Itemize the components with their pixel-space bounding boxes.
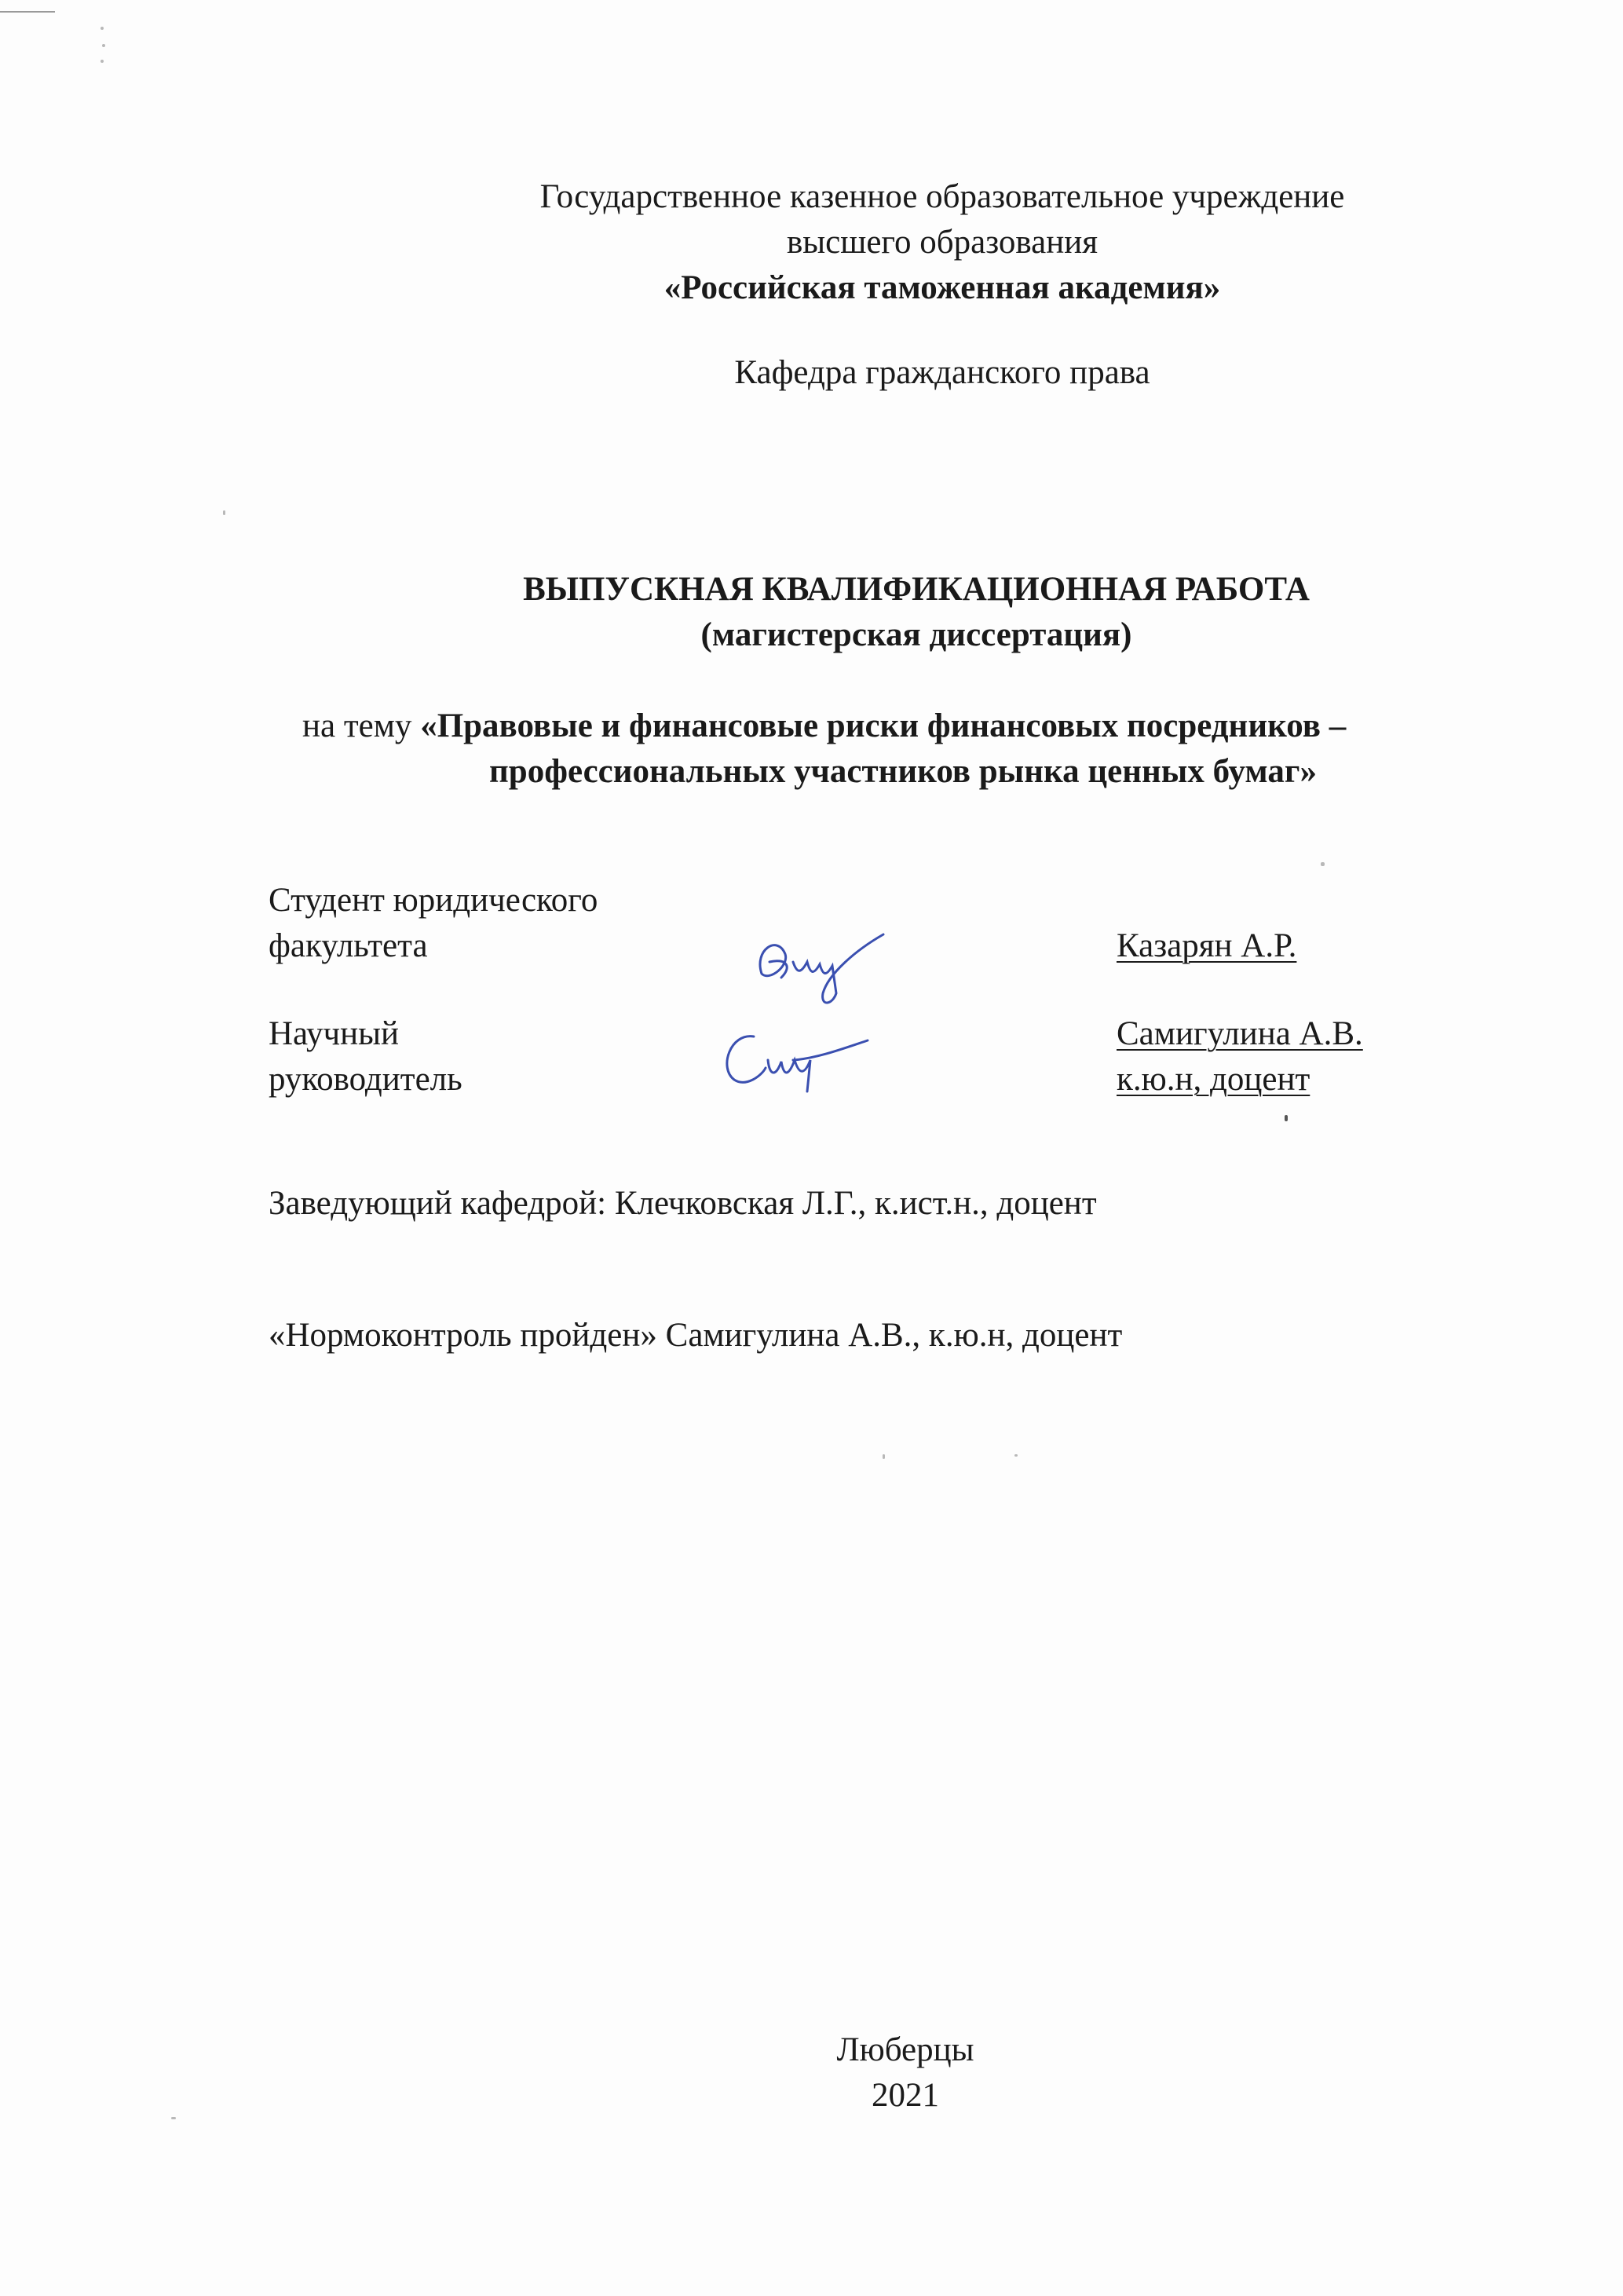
student-name: Казарян А.Р. [1117,927,1297,964]
city: Люберцы [836,2031,974,2068]
advisor-label-line1: Научный [269,1015,399,1052]
institution-line2: высшего образования [786,224,1098,261]
topic-line2: профессиональных участников рынка ценных бумаг» [489,753,1317,790]
scan-speck [223,510,225,515]
advisor-degree: к.ю.н, доцент [1117,1061,1310,1098]
scan-speck [101,27,104,30]
scan-speck [1014,1454,1018,1457]
scan-speck [102,44,105,47]
head-of-department: Заведующий кафедрой: Клечковская Л.Г., к.ист.н., доцент [269,1185,1097,1222]
student-label-line1: Студент юридического [269,882,598,919]
student-label-line2: факультета [269,927,428,964]
advisor-name: Самигулина А.В. [1117,1015,1363,1052]
department-name: Кафедра гражданского права [734,354,1150,391]
scan-speck [171,2117,176,2119]
academy-name: «Российская таможенная академия» [663,269,1221,306]
year: 2021 [872,2077,939,2114]
scan-speck [1285,1115,1288,1121]
scan-edge-mark [0,11,55,13]
normcontrol-note: «Нормоконтроль пройден» Самигулина А.В., к.ю.н, доцент [269,1317,1123,1354]
advisor-signature-icon [707,1013,879,1099]
scan-speck [1321,862,1325,866]
work-type-title: ВЫПУСКНАЯ КВАЛИФИКАЦИОННАЯ РАБОТА [523,571,1310,608]
advisor-label-line2: руководитель [269,1061,462,1098]
topic-title-part1: «Правовые и финансовые риски финансовых посредников – [420,707,1347,744]
work-subtype: (магистерская диссертация) [700,616,1132,653]
scan-speck [101,60,104,63]
topic-line1 [302,704,1346,749]
topic-prefix: на тему [302,707,421,744]
scan-speck [883,1454,885,1459]
student-signature-icon [738,919,895,1013]
institution-line1: Государственное казенное образовательное учреждение [539,178,1345,215]
